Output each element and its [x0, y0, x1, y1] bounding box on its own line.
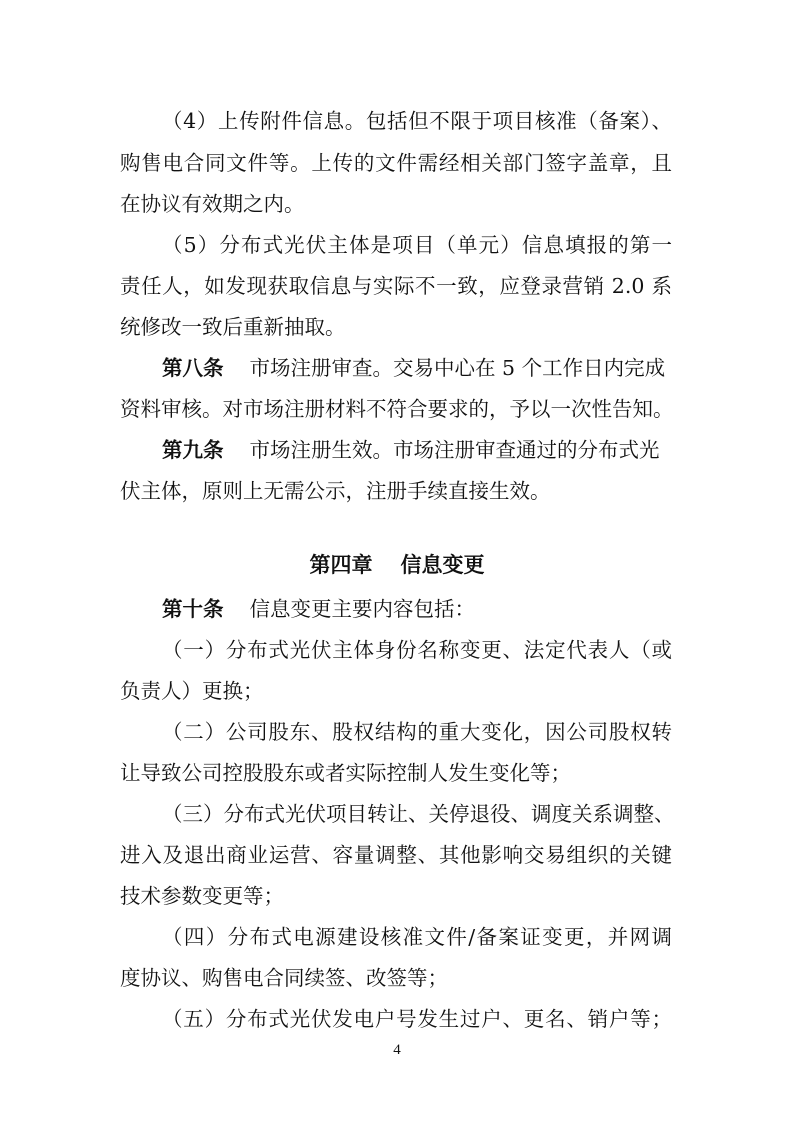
paragraph-line: 在协议有效期之内。 [120, 192, 305, 216]
article-10-line [162, 595, 672, 623]
article-text: 信息变更主要内容包括： [249, 597, 475, 621]
list-item-line: 让导致公司控股股东或者实际控制人发生变化等； [120, 761, 571, 785]
article-text: 市场注册审查。交易中心在 5 个工作日内完成 [249, 356, 666, 380]
chapter-heading [0, 551, 794, 579]
list-item-line: 进入及退出商业运营、容量调整、其他影响交易组织的关键 [120, 843, 672, 867]
list-item-line: 负责人）更换； [120, 679, 264, 703]
list-item-line: 度协议、购售电合同续签、改签等； [120, 966, 448, 990]
article-9-line [162, 436, 672, 464]
list-item-line: （五）分布式光伏发电户号发生过户、更名、销户等； [162, 1007, 672, 1031]
article-label: 第九条 [162, 438, 224, 462]
paragraph-line: 购售电合同文件等。上传的文件需经相关部门签字盖章，且 [120, 151, 672, 175]
paragraph-line: 统修改一致后重新抽取。 [120, 315, 346, 339]
paragraph-line: 资料审核。对市场注册材料不符合要求的，予以一次性告知。 [120, 397, 674, 421]
chapter-title: 信息变更 [400, 552, 485, 577]
page-number: 4 [393, 1042, 401, 1058]
list-item-line: （一）分布式光伏主体身份名称变更、法定代表人（或 [162, 638, 672, 662]
article-text: 市场注册生效。市场注册审查通过的分布式光 [249, 438, 660, 462]
article-label: 第八条 [162, 356, 224, 380]
list-item-line: （二）公司股东、股权结构的重大变化，因公司股权转 [162, 720, 672, 744]
paragraph-line: （5）分布式光伏主体是项目（单元）信息填报的第一 [162, 233, 672, 257]
chapter-number: 第四章 [309, 552, 373, 577]
article-label: 第十条 [162, 597, 224, 621]
list-item-line: （四）分布式电源建设核准文件/备案证变更，并网调 [162, 925, 672, 949]
paragraph-line: （4）上传附件信息。包括但不限于项目核准（备案）、 [162, 109, 672, 133]
article-8-line [162, 354, 672, 382]
list-item-line: （三）分布式光伏项目转让、关停退役、调度关系调整、 [162, 802, 675, 826]
paragraph-line: 责任人，如发现获取信息与实际不一致，应登录营销 2.0 系 [120, 274, 672, 298]
list-item-line: 技术参数变更等； [120, 884, 284, 908]
paragraph-line: 伏主体，原则上无需公示，注册手续直接生效。 [120, 479, 551, 503]
